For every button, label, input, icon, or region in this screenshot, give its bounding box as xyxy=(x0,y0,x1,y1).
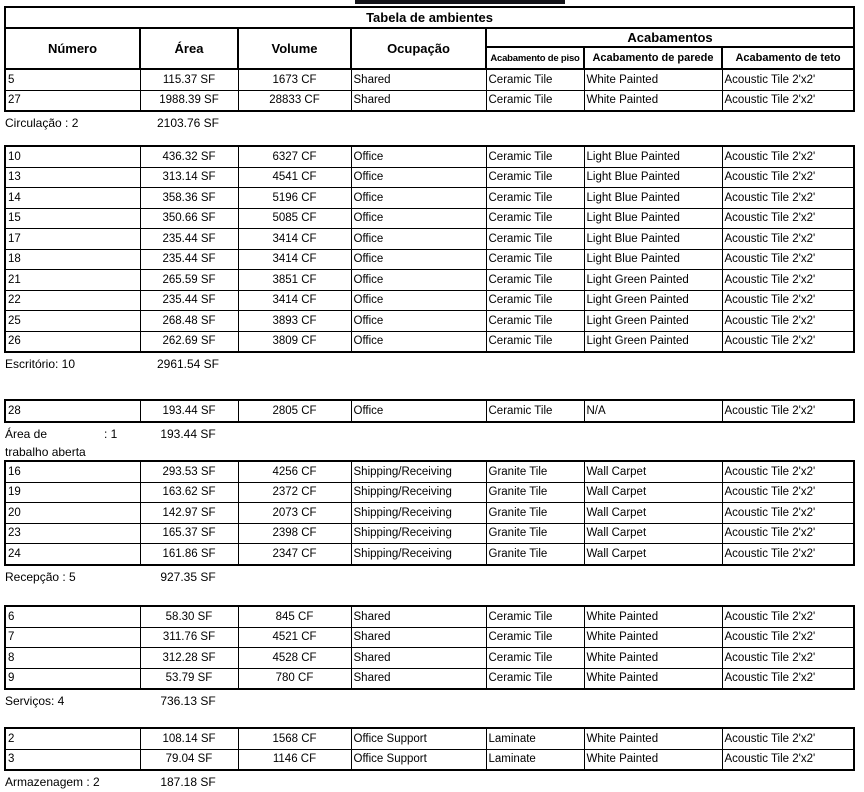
cell-numero[interactable]: 17 xyxy=(5,229,140,250)
cell-ocupacao[interactable]: Office xyxy=(351,400,486,422)
table-row xyxy=(5,400,854,422)
cell-ocupacao[interactable]: Office xyxy=(351,249,486,270)
table-row xyxy=(5,627,854,648)
cell-area[interactable]: 79.04 SF xyxy=(140,749,238,770)
cell-acabamento-piso[interactable]: Ceramic Tile xyxy=(486,270,584,291)
section-table xyxy=(4,460,855,566)
table-row xyxy=(5,606,854,627)
column-header-acabamento-teto: Acabamento de teto xyxy=(722,47,854,69)
cell-acabamento-parede[interactable]: White Painted xyxy=(584,749,722,770)
cell-ocupacao[interactable]: Shipping/Receiving xyxy=(351,523,486,544)
table-row xyxy=(5,544,854,565)
cell-ocupacao[interactable]: Office xyxy=(351,167,486,188)
cell-numero[interactable]: 24 xyxy=(5,544,140,565)
cell-acabamento-parede[interactable]: Wall Carpet xyxy=(584,461,722,482)
section-table xyxy=(4,399,855,423)
cell-numero[interactable]: 26 xyxy=(5,331,140,352)
footer-area-total: 2961.54 SF xyxy=(156,357,220,371)
cell-acabamento-parede[interactable]: White Painted xyxy=(584,627,722,648)
cell-ocupacao[interactable]: Shipping/Receiving xyxy=(351,482,486,503)
table-row xyxy=(5,188,854,209)
cell-acabamento-piso[interactable]: Ceramic Tile xyxy=(486,69,584,90)
cell-ocupacao[interactable]: Shared xyxy=(351,648,486,669)
cell-acabamento-teto[interactable]: Acoustic Tile 2'x2' xyxy=(722,311,854,332)
cell-acabamento-teto[interactable]: Acoustic Tile 2'x2' xyxy=(722,208,854,229)
cell-numero[interactable]: 16 xyxy=(5,461,140,482)
cell-numero[interactable]: 18 xyxy=(5,249,140,270)
cell-area[interactable]: 268.48 SF xyxy=(140,311,238,332)
cell-volume[interactable]: 3893 CF xyxy=(238,311,351,332)
cell-ocupacao[interactable]: Office Support xyxy=(351,749,486,770)
schedule-section xyxy=(4,399,853,461)
cell-volume[interactable]: 2805 CF xyxy=(238,400,351,422)
cell-acabamento-parede[interactable]: Light Blue Painted xyxy=(584,146,722,167)
schedule-section xyxy=(4,727,853,791)
cell-acabamento-piso[interactable]: Laminate xyxy=(486,728,584,749)
cell-acabamento-teto[interactable]: Acoustic Tile 2'x2' xyxy=(722,482,854,503)
cell-area[interactable]: 58.30 SF xyxy=(140,606,238,627)
cell-area[interactable]: 235.44 SF xyxy=(140,290,238,311)
cell-ocupacao[interactable]: Shared xyxy=(351,627,486,648)
cell-area[interactable]: 312.28 SF xyxy=(140,648,238,669)
cell-acabamento-piso[interactable]: Ceramic Tile xyxy=(486,208,584,229)
cell-acabamento-teto[interactable]: Acoustic Tile 2'x2' xyxy=(722,290,854,311)
column-header-acabamento-piso: Acabamento de piso xyxy=(486,47,584,69)
section-footer xyxy=(4,423,853,461)
cell-acabamento-teto[interactable]: Acoustic Tile 2'x2' xyxy=(722,229,854,250)
cell-acabamento-teto[interactable]: Acoustic Tile 2'x2' xyxy=(722,749,854,770)
cell-acabamento-piso[interactable]: Ceramic Tile xyxy=(486,627,584,648)
footer-group-label: Escritório: 10 xyxy=(5,357,76,371)
cell-acabamento-teto[interactable]: Acoustic Tile 2'x2' xyxy=(722,90,854,111)
cell-acabamento-parede[interactable]: Light Blue Painted xyxy=(584,167,722,188)
cell-acabamento-teto[interactable]: Acoustic Tile 2'x2' xyxy=(722,146,854,167)
table-row xyxy=(5,728,854,749)
cell-acabamento-parede[interactable]: White Painted xyxy=(584,606,722,627)
table-row xyxy=(5,69,854,90)
cell-volume[interactable]: 4541 CF xyxy=(238,167,351,188)
cell-area[interactable]: 53.79 SF xyxy=(140,668,238,689)
table-row xyxy=(5,270,854,291)
cell-acabamento-teto[interactable]: Acoustic Tile 2'x2' xyxy=(722,167,854,188)
cell-ocupacao[interactable]: Office xyxy=(351,290,486,311)
cell-volume[interactable]: 3809 CF xyxy=(238,331,351,352)
cell-numero[interactable]: 2 xyxy=(5,728,140,749)
schedule-header-table xyxy=(4,6,855,112)
cell-acabamento-parede[interactable]: Wall Carpet xyxy=(584,482,722,503)
cell-ocupacao[interactable]: Office xyxy=(351,188,486,209)
table-row xyxy=(5,523,854,544)
cell-ocupacao[interactable]: Shared xyxy=(351,668,486,689)
cell-acabamento-parede[interactable]: Light Green Painted xyxy=(584,290,722,311)
schedule-section xyxy=(4,145,853,373)
cell-ocupacao[interactable]: Office xyxy=(351,146,486,167)
cell-acabamento-piso[interactable]: Granite Tile xyxy=(486,544,584,565)
cell-volume[interactable]: 845 CF xyxy=(238,606,351,627)
table-row xyxy=(5,503,854,524)
cell-acabamento-piso[interactable]: Ceramic Tile xyxy=(486,188,584,209)
cell-area[interactable]: 161.86 SF xyxy=(140,544,238,565)
cell-numero[interactable]: 19 xyxy=(5,482,140,503)
table-row xyxy=(5,249,854,270)
cell-acabamento-piso[interactable]: Laminate xyxy=(486,749,584,770)
cell-acabamento-piso[interactable]: Ceramic Tile xyxy=(486,668,584,689)
cell-acabamento-parede[interactable]: White Painted xyxy=(584,728,722,749)
cell-numero[interactable]: 8 xyxy=(5,648,140,669)
cell-area[interactable]: 193.44 SF xyxy=(140,400,238,422)
cell-acabamento-piso[interactable]: Ceramic Tile xyxy=(486,290,584,311)
cell-numero[interactable]: 13 xyxy=(5,167,140,188)
cell-ocupacao[interactable]: Shared xyxy=(351,606,486,627)
cell-volume[interactable]: 1568 CF xyxy=(238,728,351,749)
cell-acabamento-piso[interactable]: Ceramic Tile xyxy=(486,229,584,250)
cell-ocupacao[interactable]: Office xyxy=(351,311,486,332)
column-header-acabamento-parede: Acabamento de parede xyxy=(584,47,722,69)
cell-area[interactable]: 163.62 SF xyxy=(140,482,238,503)
cell-area[interactable]: 262.69 SF xyxy=(140,331,238,352)
cell-acabamento-parede[interactable]: Wall Carpet xyxy=(584,503,722,524)
cell-acabamento-teto[interactable]: Acoustic Tile 2'x2' xyxy=(722,249,854,270)
table-row xyxy=(5,229,854,250)
cell-volume[interactable]: 3414 CF xyxy=(238,229,351,250)
section-footer xyxy=(4,771,853,791)
cell-acabamento-piso[interactable]: Ceramic Tile xyxy=(486,249,584,270)
cell-ocupacao[interactable]: Office xyxy=(351,270,486,291)
footer-area-total: 193.44 SF xyxy=(160,426,216,441)
cell-numero[interactable]: 7 xyxy=(5,627,140,648)
cell-volume[interactable]: 780 CF xyxy=(238,668,351,689)
cell-numero[interactable]: 27 xyxy=(5,90,140,111)
cell-ocupacao[interactable]: Shipping/Receiving xyxy=(351,503,486,524)
cell-acabamento-piso[interactable]: Ceramic Tile xyxy=(486,90,584,111)
column-header-numero: Número xyxy=(5,28,140,69)
cell-acabamento-teto[interactable]: Acoustic Tile 2'x2' xyxy=(722,270,854,291)
cell-acabamento-piso[interactable]: Ceramic Tile xyxy=(486,606,584,627)
cell-acabamento-teto[interactable]: Acoustic Tile 2'x2' xyxy=(722,648,854,669)
cell-acabamento-parede[interactable]: White Painted xyxy=(584,668,722,689)
cell-area[interactable]: 1988.39 SF xyxy=(140,90,238,111)
cell-ocupacao[interactable]: Office xyxy=(351,229,486,250)
cell-volume[interactable]: 2398 CF xyxy=(238,523,351,544)
cell-numero[interactable]: 3 xyxy=(5,749,140,770)
section-table xyxy=(4,145,855,353)
cell-ocupacao[interactable]: Shared xyxy=(351,69,486,90)
footer-area-total: 736.13 SF xyxy=(160,694,216,708)
schedule-section xyxy=(4,6,853,132)
cell-area[interactable]: 293.53 SF xyxy=(140,461,238,482)
cell-volume[interactable]: 2372 CF xyxy=(238,482,351,503)
table-row xyxy=(5,461,854,482)
cell-volume[interactable]: 4521 CF xyxy=(238,627,351,648)
footer-group-label-line2: trabalho aberta xyxy=(5,444,86,459)
table-row xyxy=(5,167,854,188)
cell-volume[interactable]: 1146 CF xyxy=(238,749,351,770)
cell-area[interactable]: 165.37 SF xyxy=(140,523,238,544)
cell-numero[interactable]: 6 xyxy=(5,606,140,627)
cell-ocupacao[interactable]: Office xyxy=(351,331,486,352)
cell-numero[interactable]: 10 xyxy=(5,146,140,167)
cell-area[interactable]: 358.36 SF xyxy=(140,188,238,209)
cell-area[interactable]: 265.59 SF xyxy=(140,270,238,291)
cell-numero[interactable]: 14 xyxy=(5,188,140,209)
cell-acabamento-parede[interactable]: Light Blue Painted xyxy=(584,229,722,250)
cell-volume[interactable]: 3414 CF xyxy=(238,290,351,311)
cell-acabamento-piso[interactable]: Ceramic Tile xyxy=(486,331,584,352)
cell-acabamento-piso[interactable]: Ceramic Tile xyxy=(486,400,584,422)
footer-group-label: Armazenagem : 2 xyxy=(5,775,100,789)
table-row xyxy=(5,311,854,332)
schedule-section xyxy=(4,605,853,710)
cell-acabamento-teto[interactable]: Acoustic Tile 2'x2' xyxy=(722,668,854,689)
table-row xyxy=(5,90,854,111)
cell-acabamento-teto[interactable]: Acoustic Tile 2'x2' xyxy=(722,544,854,565)
cell-area[interactable]: 142.97 SF xyxy=(140,503,238,524)
cell-area[interactable]: 115.37 SF xyxy=(140,69,238,90)
section-table xyxy=(4,727,855,771)
cell-acabamento-teto[interactable]: Acoustic Tile 2'x2' xyxy=(722,400,854,422)
cell-area[interactable]: 235.44 SF xyxy=(140,229,238,250)
cell-acabamento-parede[interactable]: White Painted xyxy=(584,90,722,111)
cell-acabamento-parede[interactable]: N/A xyxy=(584,400,722,422)
cell-acabamento-parede[interactable]: Light Green Painted xyxy=(584,331,722,352)
footer-area-total: 927.35 SF xyxy=(160,569,216,584)
table-row xyxy=(5,290,854,311)
cell-ocupacao[interactable]: Shared xyxy=(351,90,486,111)
cell-acabamento-teto[interactable]: Acoustic Tile 2'x2' xyxy=(722,606,854,627)
cell-volume[interactable]: 3851 CF xyxy=(238,270,351,291)
cell-acabamento-teto[interactable]: Acoustic Tile 2'x2' xyxy=(722,523,854,544)
title-row xyxy=(5,7,854,28)
cell-acabamento-parede[interactable]: Wall Carpet xyxy=(584,544,722,565)
cell-acabamento-teto[interactable]: Acoustic Tile 2'x2' xyxy=(722,503,854,524)
cell-acabamento-teto[interactable]: Acoustic Tile 2'x2' xyxy=(722,461,854,482)
cell-numero[interactable]: 20 xyxy=(5,503,140,524)
cell-numero[interactable]: 23 xyxy=(5,523,140,544)
cell-acabamento-parede[interactable]: White Painted xyxy=(584,648,722,669)
schedule-section xyxy=(4,460,853,586)
table-row xyxy=(5,208,854,229)
cell-acabamento-piso[interactable]: Granite Tile xyxy=(486,461,584,482)
cell-acabamento-teto[interactable]: Acoustic Tile 2'x2' xyxy=(722,627,854,648)
column-header-area: Área xyxy=(140,28,238,69)
cell-numero[interactable]: 28 xyxy=(5,400,140,422)
cell-acabamento-parede[interactable]: Wall Carpet xyxy=(584,523,722,544)
cell-ocupacao[interactable]: Shipping/Receiving xyxy=(351,544,486,565)
cell-area[interactable]: 311.76 SF xyxy=(140,627,238,648)
section-footer xyxy=(4,353,853,373)
cell-area[interactable]: 350.66 SF xyxy=(140,208,238,229)
cell-volume[interactable]: 4256 CF xyxy=(238,461,351,482)
cell-numero[interactable]: 15 xyxy=(5,208,140,229)
cell-acabamento-parede[interactable]: White Painted xyxy=(584,69,722,90)
cell-acabamento-parede[interactable]: Light Blue Painted xyxy=(584,208,722,229)
cell-acabamento-teto[interactable]: Acoustic Tile 2'x2' xyxy=(722,728,854,749)
cell-ocupacao[interactable]: Office Support xyxy=(351,728,486,749)
cell-ocupacao[interactable]: Shipping/Receiving xyxy=(351,461,486,482)
footer-area-total: 2103.76 SF xyxy=(156,116,220,130)
cell-acabamento-piso[interactable]: Ceramic Tile xyxy=(486,146,584,167)
footer-area-total: 187.18 SF xyxy=(160,775,216,789)
cell-volume[interactable]: 28833 CF xyxy=(238,90,351,111)
cell-acabamento-piso[interactable]: Granite Tile xyxy=(486,503,584,524)
section-footer xyxy=(4,690,853,710)
cell-volume[interactable]: 5085 CF xyxy=(238,208,351,229)
cell-numero[interactable]: 25 xyxy=(5,311,140,332)
footer-group-label: Circulação : 2 xyxy=(5,116,79,130)
cell-acabamento-teto[interactable]: Acoustic Tile 2'x2' xyxy=(722,331,854,352)
cell-volume[interactable]: 1673 CF xyxy=(238,69,351,90)
table-row xyxy=(5,648,854,669)
cell-acabamento-teto[interactable]: Acoustic Tile 2'x2' xyxy=(722,188,854,209)
section-table xyxy=(4,605,855,690)
cell-area[interactable]: 313.14 SF xyxy=(140,167,238,188)
table-row xyxy=(5,146,854,167)
cell-volume[interactable]: 4528 CF xyxy=(238,648,351,669)
cell-area[interactable]: 108.14 SF xyxy=(140,728,238,749)
cell-volume[interactable]: 2347 CF xyxy=(238,544,351,565)
column-header-volume: Volume xyxy=(238,28,351,69)
footer-group-label: Área de xyxy=(5,426,48,441)
cell-acabamento-parede[interactable]: Light Green Painted xyxy=(584,311,722,332)
table-row xyxy=(5,482,854,503)
cell-volume[interactable]: 3414 CF xyxy=(238,249,351,270)
cell-numero[interactable]: 9 xyxy=(5,668,140,689)
cell-numero[interactable]: 22 xyxy=(5,290,140,311)
cell-acabamento-teto[interactable]: Acoustic Tile 2'x2' xyxy=(722,69,854,90)
schedule-title: Tabela de ambientes xyxy=(5,7,854,28)
footer-group-label: Serviços: 4 xyxy=(5,694,65,708)
footer-group-label: Recepção : 5 xyxy=(5,569,76,584)
cell-acabamento-piso[interactable]: Granite Tile xyxy=(486,482,584,503)
cell-numero[interactable]: 5 xyxy=(5,69,140,90)
cell-numero[interactable]: 21 xyxy=(5,270,140,291)
cell-area[interactable]: 436.32 SF xyxy=(140,146,238,167)
cell-acabamento-parede[interactable]: Light Blue Painted xyxy=(584,249,722,270)
column-header-ocupacao: Ocupação xyxy=(351,28,486,69)
cell-ocupacao[interactable]: Office xyxy=(351,208,486,229)
cell-volume[interactable]: 6327 CF xyxy=(238,146,351,167)
cell-area[interactable]: 235.44 SF xyxy=(140,249,238,270)
top-dark-bar xyxy=(355,0,565,4)
section-footer xyxy=(4,112,853,132)
cell-volume[interactable]: 5196 CF xyxy=(238,188,351,209)
section-footer xyxy=(4,566,853,586)
cell-volume[interactable]: 2073 CF xyxy=(238,503,351,524)
group-header-acabamentos: Acabamentos xyxy=(486,28,854,47)
cell-acabamento-piso[interactable]: Ceramic Tile xyxy=(486,167,584,188)
table-row xyxy=(5,668,854,689)
cell-acabamento-parede[interactable]: Light Blue Painted xyxy=(584,188,722,209)
header-row xyxy=(5,28,854,47)
footer-group-count: : 1 xyxy=(104,426,118,441)
cell-acabamento-parede[interactable]: Light Green Painted xyxy=(584,270,722,291)
table-row xyxy=(5,749,854,770)
table-row xyxy=(5,331,854,352)
cell-acabamento-piso[interactable]: Ceramic Tile xyxy=(486,648,584,669)
cell-acabamento-piso[interactable]: Ceramic Tile xyxy=(486,311,584,332)
cell-acabamento-piso[interactable]: Granite Tile xyxy=(486,523,584,544)
